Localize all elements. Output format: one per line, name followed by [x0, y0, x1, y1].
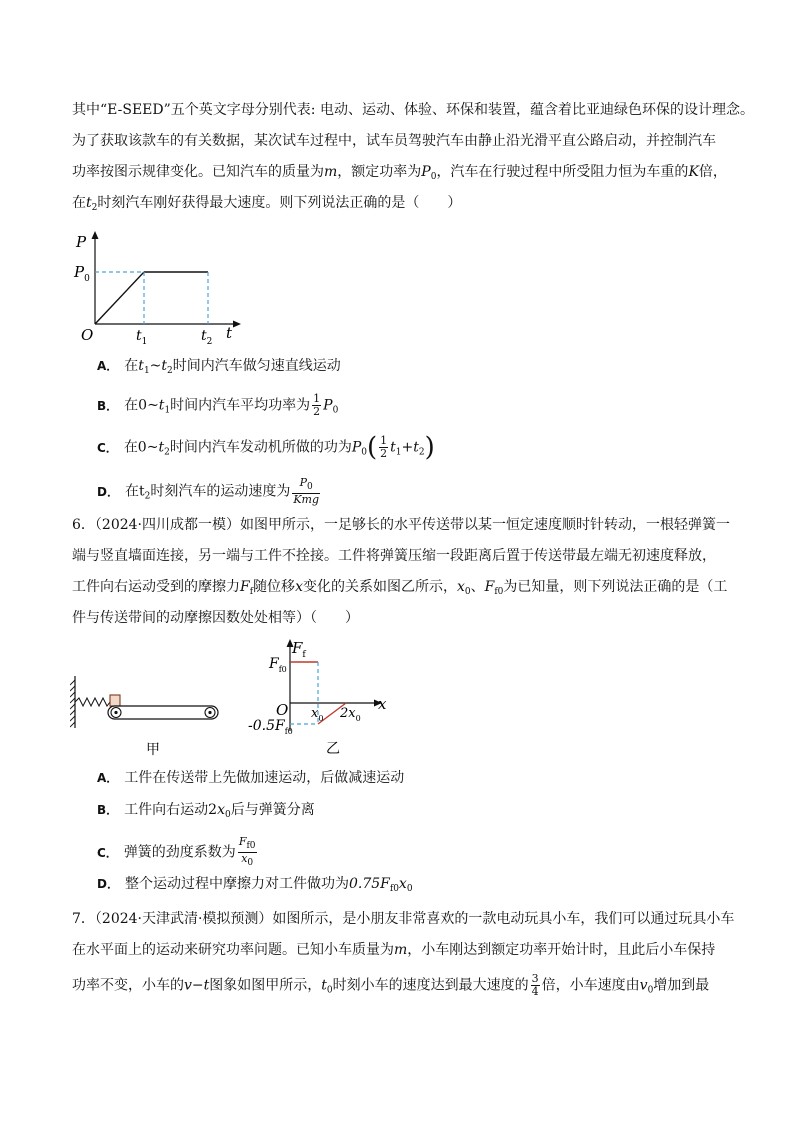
q6-line-1: 6．（2024·四川成都一模）如图甲所示，一足够长的水平传送带以某一恒定速度顺时针转动，一根轻弹簧一: [72, 517, 730, 533]
friction-displacement-graph: [244, 633, 394, 755]
q6-option-a[interactable]: A． 工件在传送带上先做加速运动，后做减速运动: [97, 770, 405, 786]
graph1-p0-label: $P_0$: [74, 263, 90, 284]
q7-line-2: 在水平面上的运动来研究功率问题。已知小车质量为m，小车刚达到额定功率开始计时，且此后小车保持: [72, 942, 716, 958]
q5-option-c[interactable]: C． 在$0\sim t_2$时间内汽车发动机所做的功为$P_0$( $\frac{1}{2}$ $t_1+t_2$): [97, 432, 435, 463]
graph1-y-axis-label: P: [76, 233, 87, 251]
conveyor-spring-figure: [70, 670, 230, 760]
intro-line-4: 在$t_2$时刻汽车刚好获得最大速度。则下列说法正确的是（ ）: [72, 195, 462, 213]
graph2-x-axis-label: x: [378, 695, 387, 713]
q5-option-b[interactable]: B． 在$0\sim t_1$时间内汽车平均功率为 $\frac{1}{2}$ $P_0$: [97, 392, 339, 418]
graph1-t2-label: $t_2$: [201, 328, 213, 346]
q6-line-3: 工件向右运动受到的摩擦力$F_f$随位移x变化的关系如图乙所示，$x_0$、$F_{f0}$为已知量，则下列说法正确的是（工: [72, 579, 728, 597]
q6-line-4: 件与传送带间的动摩擦因数处处相等）（ ）: [72, 610, 359, 626]
q6-option-c[interactable]: C． 弹簧的劲度系数为 $\frac{F_{f0}}{x_0}$: [97, 835, 256, 868]
q6-option-b[interactable]: B． 工件向右运动$2x_0$后与弹簧分离: [97, 802, 315, 820]
q5-option-d[interactable]: D． 在$t_2$时刻汽车的运动速度为 $\frac{P_0}{\text{Kmg}}$: [97, 476, 320, 506]
q7-line-1: 7．（2024·天津武清·模拟预测）如图所示，是小朋友非常喜欢的一款电动玩具小车，我们可以通过玩具小车: [72, 911, 735, 927]
figure-jia-label: 甲: [146, 742, 160, 758]
graph2-x0-label: $x_0$: [311, 706, 324, 723]
q5-option-a[interactable]: A． 在$t_1\sim t_2$时间内汽车做匀速直线运动: [97, 358, 341, 376]
q6-line-2: 端与竖直墙面连接，另一端与工件不拴接。工件将弹簧压缩一段距离后置于传送带最左端无初速度释放，: [72, 548, 716, 564]
intro-line-2: 为了获取该款车的有关数据，某次试车过程中，试车员驾驶汽车由静止沿光滑平直公路启动，并控制汽车: [72, 133, 716, 149]
graph2-y-axis-label: $F_f$: [292, 639, 306, 660]
graph2-neg-label: $-0.5F_{f0}$: [248, 718, 293, 736]
power-time-graph: [72, 228, 252, 346]
graph1-origin: O: [81, 326, 94, 344]
graph2-ff0-label: $F_{f0}$: [269, 656, 287, 674]
figure-yi-label: 乙: [326, 741, 340, 755]
q6-option-d[interactable]: D． 整个运动过程中摩擦力对工件做功为$0.75F_{f0}x_0$: [97, 876, 413, 894]
graph1-x-axis-label: t: [226, 324, 233, 342]
graph2-origin: O: [276, 701, 289, 719]
graph1-t1-label: $t_1$: [136, 328, 148, 346]
intro-line-1: 其中“E-SEED”五个英文字母分别代表: 电动、运动、体验、环保和装置，蕴含着比亚迪绿色环保的设计理念。: [72, 102, 754, 118]
q7-line-3: 功率不变，小车的v−t图象如图甲所示，$t_0$时刻小车的速度达到最大速度的 $\frac{3}{4}$ 倍，小车速度由$v_0$增加到最: [72, 972, 710, 998]
intro-line-3: 功率按图示规律变化。已知汽车的质量为m，额定功率为$P_0$，汽车在行驶过程中所受阻力恒为车重的K倍，: [72, 164, 727, 182]
graph2-2x0-label: $2x_0$: [340, 706, 361, 723]
